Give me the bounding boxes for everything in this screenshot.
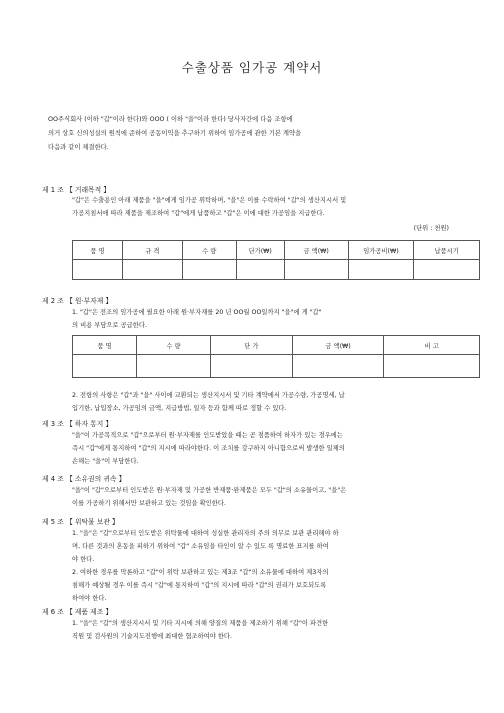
table-cell[interactable] (348, 260, 414, 280)
table-header-cell: 품 명 (73, 336, 137, 355)
article-line: 하여야 한다. (72, 595, 107, 602)
table-cell[interactable] (236, 260, 284, 280)
article-line: 1. "갑"은 전조의 임가공에 필요한 아래 원·부자재를 20 년 OO월 OO일까지 "을"에 게 "갑" (72, 309, 322, 316)
article-line: 침해가 예상될 경우 이를 즉시 "갑"에 통지하여 "갑"의 지시에 따라 "갑"의 권리가 보호되도록 (72, 582, 327, 589)
table-row (73, 260, 480, 280)
article-4-body (72, 484, 472, 510)
article-line: 2. 전항의 사항은 "갑"과 "을" 사이에 교환되는 생산지시서 및 기타 계약에서 가공수량, 가공명세, 납 (72, 392, 345, 399)
product-table (72, 240, 480, 280)
article-line: "을"이 "갑"으로부터 인도받은 원·부자재 및 가공한 반제품·완제품은 모두 "갑"의 소유물이고, "을"은 (72, 487, 347, 494)
article-6-heading: 제 6 조 【 제품 제조 】 (42, 608, 113, 616)
table-cell[interactable] (384, 355, 480, 378)
article-line: "갑"은 수출용인 아래 제품을 "을"에게 임가공 위탁하며, "을"은 이를 수락하여 "갑"의 생산지시서 및 (72, 197, 347, 204)
article-6-body (72, 617, 472, 643)
document-title: 수출상품 임가공 계약서 (181, 60, 323, 75)
table-header-cell: 임가공비(₩) (348, 241, 414, 260)
article-line: 이를 가공하기 위해서만 보관하고 있는 것임을 확인한다. (72, 500, 226, 507)
article-1-heading: 제 1 조 【 거래목적 】 (42, 186, 111, 194)
intro-line: OO주식회사 (이하 "갑"이라 한다)와 OOO ( 이하 "을"이라 한다) 당사자간에 다음 조항에 (48, 116, 293, 123)
article-line: 입기한, 납입장소, 가공임의 금액, 지급방법, 일자 등과 함께 따로 정할 수 있다. (72, 405, 287, 412)
table-header-row (73, 241, 480, 260)
article-line: 손해는 "을"이 부담한다. (72, 458, 139, 465)
article-line: 의 비용 부담으로 공급한다. (72, 322, 147, 329)
article-line: 가공지침서에 따라 제품을 제조하여 "갑"에게 납품하고 "갑"은 이에 대한 가공임을 지급한다. (72, 210, 325, 217)
article-5-body (72, 527, 472, 605)
article-3-heading: 제 3 조 【 하자 통지 】 (42, 420, 113, 428)
table-header-cell: 납품시기 (414, 241, 480, 260)
article-1-body (72, 194, 472, 220)
table-cell[interactable] (122, 260, 182, 280)
table-cell[interactable] (137, 355, 211, 378)
intro-line: 다음과 같이 체결한다. (48, 144, 109, 151)
table-cell[interactable] (73, 355, 137, 378)
table-header-row (73, 336, 480, 355)
table-header-cell: 금 액(₩) (284, 241, 348, 260)
table-header-cell: 수 량 (137, 336, 211, 355)
article-line: 1. "을"은 "갑"의 생산지시서 및 기타 지시에 의해 양질의 제품을 제조하기 위해 "갑"이 파견한 (72, 620, 329, 627)
table-cell[interactable] (292, 355, 384, 378)
article-line: "을"이 가공목적으로 "갑"으로부터 원·부자재를 인도받았을 때는 곧 점품하여 하자가 있는 경우에는 (72, 432, 343, 439)
table-header-cell: 수 량 (182, 241, 236, 260)
table-header-cell: 금 액(₩) (292, 336, 384, 355)
article-4-heading: 제 4 조 【 소유권의 귀속 】 (42, 475, 126, 483)
table-cell[interactable] (284, 260, 348, 280)
article-line: 즉시 "갑"에게 통지하여 "갑"의 지시에 따라야한다. 이 조치를 강구하지 아니함으로써 발생한 일체의 (72, 445, 345, 452)
intro-line: 의거 상호 신의성실의 원칙에 준하여 공동이익을 추구하기 위하여 임가공에 관한 기본 계약을 (48, 130, 302, 137)
table-cell[interactable] (210, 355, 292, 378)
table-header-cell: 단 가 (210, 336, 292, 355)
article-3-body (72, 429, 472, 468)
article-line: 직원 및 검사원의 기술지도진행에 최대한 협조하여야 한다. (72, 633, 232, 640)
material-table (72, 335, 480, 378)
article-2-clause-2 (72, 389, 472, 415)
table-header-cell: 규 격 (122, 241, 182, 260)
article-line: 1. "을"은 "갑"으로부터 인도받은 위탁물에 대하여 성실한 관리자의 주의 의무로 보관 관리해야 하 (72, 530, 339, 537)
article-line: 며, 다른 것과의 혼동을 피하기 위하여 "갑" 소유임을 타인이 알 수 있도 록 명료한 표지를 하여 (72, 543, 329, 550)
table-header-cell: 단가(₩) (236, 241, 284, 260)
unit-note: (단위 : 천원) (413, 225, 449, 232)
table-header-cell: 품 명 (73, 241, 123, 260)
article-line: 야 한다. (72, 556, 95, 563)
table-cell[interactable] (414, 260, 480, 280)
article-line: 2. 여하한 경우를 막론하고 "갑"이 위탁 보관하고 있는 제3조 "갑"의 소유물에 대하여 제3자의 (72, 569, 329, 576)
table-cell[interactable] (73, 260, 123, 280)
table-row (73, 355, 480, 378)
article-5-heading: 제 5 조 【 위탁물 보관 】 (42, 518, 119, 526)
table-cell[interactable] (182, 260, 236, 280)
intro-paragraph (48, 113, 458, 155)
article-2-body (72, 306, 472, 332)
article-2-heading: 제 2 조 【 원·부자재 】 (42, 297, 113, 305)
table-header-cell: 비 고 (384, 336, 480, 355)
